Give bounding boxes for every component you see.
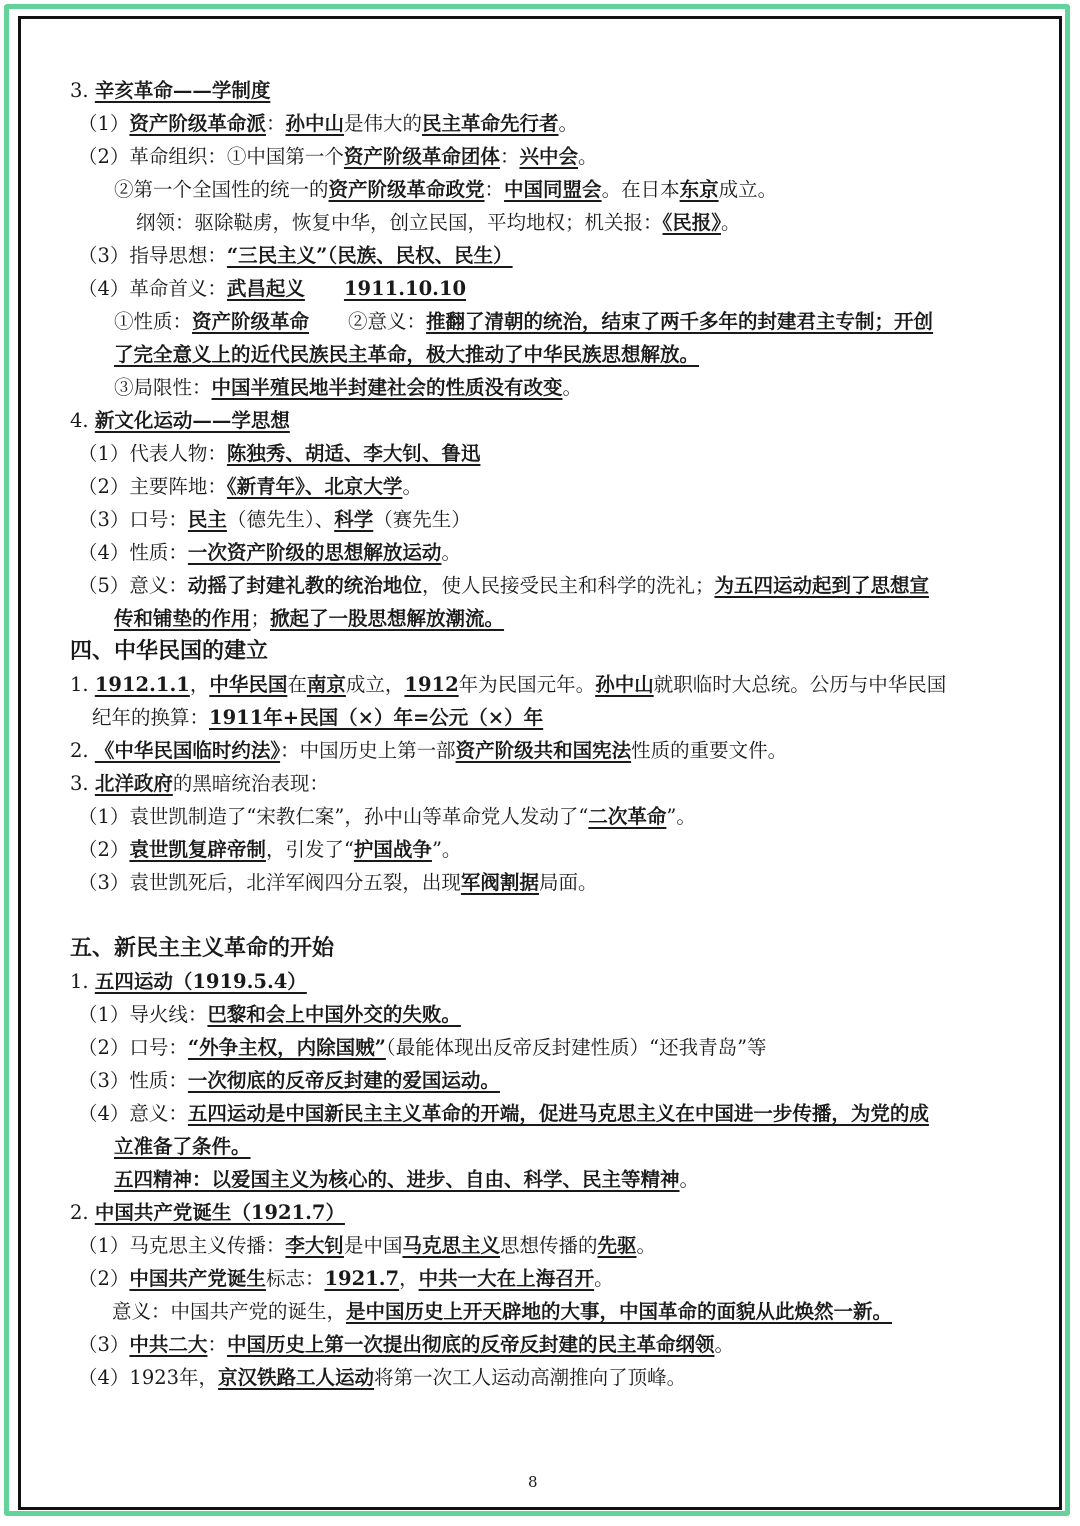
section-heading [70,934,334,964]
text-segment: （4）1923年， [78,1366,219,1389]
text-line [114,176,777,206]
text-line [70,968,307,998]
text-segment: 性质的重要文件。 [631,739,788,762]
key-term: 巴黎和会上中国外交的失败。 [207,1003,461,1026]
text-segment: （3）袁世凯死后，北洋军阀四分五裂，出现 [78,871,461,894]
key-term: 中国半殖民地半封建社会的性质没有改变 [211,376,563,399]
key-term: 军阀割据 [460,871,539,894]
text-segment: （2） [78,1267,130,1290]
text-line [78,275,466,305]
text-line [92,704,543,734]
text-segment: （1） [78,112,130,135]
text-line [78,1265,614,1295]
key-term: 《新青年》、北京大学 [226,475,403,498]
key-term: 中国历史上第一次提出彻底的反帝反封建的民主革命纲领 [226,1333,715,1356]
key-term: 中共二大 [129,1333,208,1356]
text-line [136,209,741,239]
text-segment: （2）口号： [78,1036,188,1059]
key-term: 京汉铁路工人运动 [218,1366,375,1389]
text-line [70,407,290,437]
text-segment: （2）革命组织：①中国第一个 [78,145,344,168]
key-term: 资产阶级革命派 [129,112,266,135]
key-term: 南京 [306,673,346,696]
key-term: 资产阶级革命政党 [328,178,485,201]
text-segment: ①性质： [114,310,193,333]
page-number: 8 [528,1473,538,1491]
text-line [78,473,422,503]
key-term: 1911.10.10 [343,277,467,300]
text-segment: ： [265,112,286,135]
text-segment: 将第一次工人运动高潮推向了顶峰。 [374,1366,687,1389]
text-segment: ， [399,1267,419,1290]
text-segment: （2） [78,838,130,861]
text-segment: （4）革命首义： [78,277,227,300]
text-segment: 4. [70,409,95,432]
key-term: 二次革命 [588,805,667,828]
text-line [78,242,513,272]
key-term: 五四精神：以爱国主义为核心的、进步、自由、科学、民主等精神 [114,1168,680,1191]
text-line [114,341,699,371]
key-term: 中共一大在上海召开 [418,1267,595,1290]
text-line [70,671,946,701]
key-term: 孙中山 [285,112,344,135]
key-term: 中国共产党诞生（1921.7） [94,1201,345,1224]
text-segment: ： [207,1333,227,1356]
text-segment: （3）性质： [78,1069,188,1092]
text-line [78,1331,734,1361]
key-term: 中国共产党诞生 [129,1267,266,1290]
text-segment: ，引发了“ [265,838,354,861]
key-term: 武昌起义 [226,277,305,300]
key-term: 北洋政府 [94,772,173,795]
text-line [78,1067,500,1097]
text-segment: （1）马克思主义传播： [78,1234,286,1257]
text-segment: 是中国 [343,1234,403,1257]
key-term: 民主 [187,508,227,531]
text-segment: 标志： [265,1267,325,1290]
key-term: 东京 [679,178,719,201]
key-term: 中华民国 [209,673,288,696]
text-line [78,1034,767,1064]
text-segment: 1. [70,970,95,993]
text-segment: ： [499,145,520,168]
text-segment: （4）意义： [78,1102,188,1125]
text-segment: （1）导火线： [78,1003,208,1026]
text-segment: ③局限性： [114,376,212,399]
text-segment: 。 [558,112,579,135]
key-term: 辛亥革命——学制度 [94,79,271,102]
text-segment: （3）指导思想： [78,244,227,267]
text-segment: ②意义： [309,310,427,333]
text-line [78,110,578,140]
key-term: 1912 [404,673,459,696]
text-segment: 就职临时大总统。公历与中华民国 [653,673,947,696]
key-term: 1912.1.1 [94,673,190,696]
text-segment: （4）性质： [78,541,188,564]
text-line [114,1166,699,1196]
key-term: 先驱 [597,1234,637,1257]
text-line [78,1001,461,1031]
key-term: 马克思主义 [402,1234,500,1257]
key-term: 资产阶级共和国宪法 [455,739,632,762]
key-term: 资产阶级革命 [192,310,310,333]
text-line [78,1232,656,1262]
key-term: 科学 [334,508,374,531]
key-term: 孙中山 [595,673,654,696]
text-segment: （3）口号： [78,508,188,531]
key-term: 是中国历史上开天辟地的大事，中国革命的面貌从此焕然一新。 [346,1300,893,1323]
key-term: 五四运动是中国新民主主义革命的开端，促进马克思主义在中国进一步传播，为党的成 [187,1102,929,1125]
key-term: 资产阶级革命团体 [343,145,500,168]
text-segment: （德先生）、 [226,508,335,531]
text-segment: 在 [287,673,307,696]
text-segment: ： [484,178,505,201]
text-segment: （5）意义： [78,574,188,597]
text-segment: ②第一个全国性的统一的 [114,178,329,201]
text-segment: （3） [78,1333,130,1356]
text-line [112,1298,892,1328]
text-segment: 。 [594,1267,614,1290]
text-line [78,869,597,899]
text-segment: 。 [562,376,583,399]
text-line [78,803,696,833]
key-term: 护国战争 [353,838,432,861]
section-heading [70,637,268,667]
key-term: 袁世凯复辟帝制 [129,838,266,861]
text-segment: 纪年的换算： [92,706,210,729]
text-segment: 的黑暗统治表现： [172,772,329,795]
text-segment: 。 [402,475,422,498]
key-term: 1911年+民国（×）年=公元（×）年 [209,706,544,729]
text-segment: （赛先生） [373,508,471,531]
text-segment: 意义：中国共产党的诞生， [112,1300,347,1323]
text-segment: 局面。 [538,871,598,894]
text-segment: 是伟大的 [343,112,422,135]
key-term: 一次资产阶级的思想解放运动 [187,541,442,564]
key-term: 新文化运动——学思想 [94,409,290,432]
text-segment: 。 [679,1168,700,1191]
text-line [114,308,933,338]
text-line [78,1100,929,1130]
text-line [78,1364,686,1394]
text-line [78,440,480,470]
key-term: 立准备了条件。 [114,1135,251,1158]
text-segment: 2. [70,739,95,762]
text-segment [305,277,344,300]
text-line [78,539,461,569]
text-segment: 思想传播的 [499,1234,598,1257]
text-line [70,1199,345,1229]
key-term: “三民主义”（民族、民权、民生） [226,244,513,267]
text-segment: （1）袁世凯制造了“宋教仁案”，孙中山等革命党人发动了“ [78,805,589,828]
text-segment: 。在日本 [601,178,680,201]
text-segment: 。 [441,541,461,564]
text-segment: ，使人民接受民主和科学的洗礼； [421,574,715,597]
text-line [70,737,787,767]
text-line [114,1133,251,1163]
text-segment: 动摇了封建礼教的统治地位 [187,574,422,597]
key-term: 传和铺垫的作用 [114,607,251,630]
text-segment: ”。 [431,838,462,861]
key-term: 了完全意义上的近代民族民主革命，极大推动了中华民族思想解放。 [114,343,700,366]
text-line [78,506,471,536]
text-segment: （1）代表人物： [78,442,227,465]
key-term: 五四运动（1919.5.4） [94,970,307,993]
text-segment: ； [250,607,271,630]
key-term: 《中华民国临时约法》 [94,739,281,762]
text-segment: 纲领：驱除鞑虏，恢复中华，创立民国，平均地权；机关报： [136,211,663,234]
text-line [78,836,461,866]
key-term: 陈独秀、胡适、李大钊、鲁迅 [226,442,481,465]
text-segment: 。 [577,145,598,168]
text-segment: 3. [70,79,95,102]
text-line [70,77,270,107]
key-term: “外争主权，内除国贼” [187,1036,386,1059]
key-term: 推翻了清朝的统治，结束了两千多年的封建君主专制；开创 [426,310,934,333]
text-line [70,770,329,800]
text-segment: 年为民国元年。 [458,673,596,696]
text-segment: 。 [721,211,741,234]
text-segment: ， [189,673,210,696]
key-term: 中国同盟会 [504,178,602,201]
key-term: 李大钊 [285,1234,344,1257]
text-segment: 3. [70,772,95,795]
text-segment: ”。 [666,805,696,828]
text-segment: （最能体现出反帝反封建性质）“还我青岛”等 [385,1036,767,1059]
text-line [78,572,929,602]
key-term: 一次彻底的反帝反封建的爱国运动。 [187,1069,500,1092]
text-segment: ：中国历史上第一部 [280,739,456,762]
text-segment: 。 [636,1234,657,1257]
text-line [114,605,504,635]
text-segment: 成立， [345,673,405,696]
text-line [78,143,597,173]
text-segment: 1. [70,673,95,696]
text-segment: 四、中华民国的建立 [70,638,269,664]
text-line [114,374,582,404]
text-segment: 。 [714,1333,734,1356]
key-term: 为五四运动起到了思想宣 [714,574,929,597]
key-term: 1921.7 [324,1267,400,1290]
key-term: 民主革命先行者 [421,112,559,135]
text-segment: 五、新民主主义革命的开始 [70,935,335,961]
key-term: 《民报》 [662,211,722,234]
key-term: 掀起了一股思想解放潮流。 [270,607,505,630]
text-segment: （2）主要阵地： [78,475,227,498]
text-segment: 成立。 [718,178,778,201]
text-segment: 2. [70,1201,95,1224]
key-term: 兴中会 [519,145,578,168]
